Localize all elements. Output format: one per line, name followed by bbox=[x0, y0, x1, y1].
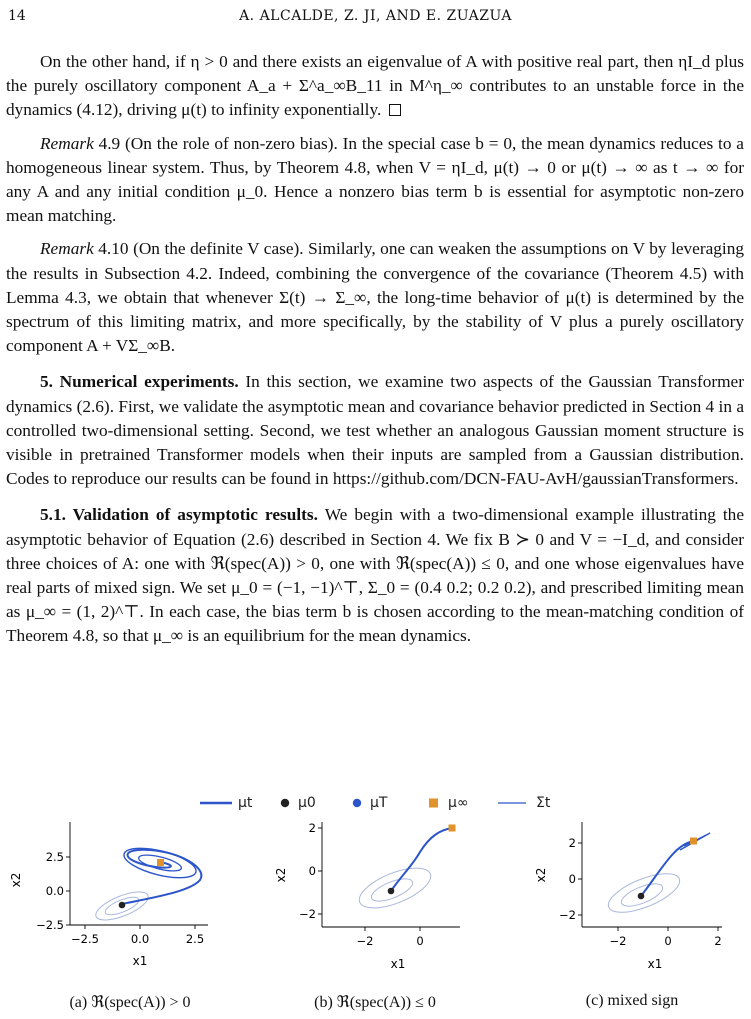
qed-icon bbox=[389, 104, 401, 116]
panel-a-ytick: −2.5 bbox=[36, 918, 64, 932]
section-5-title: 5. Numerical experiments. bbox=[40, 372, 239, 392]
page-number: 14 bbox=[8, 8, 26, 24]
panel-a-ytick: 2.5 bbox=[45, 850, 64, 864]
panel-b bbox=[274, 821, 460, 971]
panel-a-muinf-marker bbox=[157, 859, 164, 866]
legend-mu-inf: μ∞ bbox=[428, 792, 469, 814]
panel-b-ytick: 2 bbox=[308, 821, 316, 835]
panel-b-mu0-marker bbox=[388, 888, 395, 895]
panel-a bbox=[9, 822, 208, 968]
legend-sigma-t: Σt bbox=[536, 795, 551, 811]
legend-mu-t: μt bbox=[238, 795, 253, 811]
subsection-5-1-title: 5.1. Validation of asymptotic results. bbox=[40, 505, 318, 525]
figure-panels bbox=[0, 815, 751, 985]
remark-4-9: Remark 4.9 (On the role of non-zero bias). In the special case b = 0, the mean dynamics reduces to a homogeneous linear system. Thus, by Theorem 4.8, when V = ηI_d, μ(t) → 0 or μ(t) → ∞ as t → ∞ for any A and any initial condition μ_0. Hence a nonzero bias term b is essential for asymptotic non-zero mean matching. bbox=[6, 133, 744, 226]
panel-a-xlabel: x1 bbox=[132, 954, 148, 968]
panel-b-xtick: 0 bbox=[416, 934, 424, 948]
legend-mu-0: μ0 bbox=[280, 792, 316, 814]
panel-a-xtick: 0.0 bbox=[130, 932, 150, 946]
subsection-5-1: 5.1. Validation of asymptotic results. We begin with a two-dimensional example illustrating the asymptotic behavior of Equation (2.6) described in Section 4. We fix B ≻ 0 and V = −I_d, and consider three choices of A: one with ℜ(spec(A)) > 0, one with ℜ(spec(A)) ≤ 0, and one whose eigenvalues have real parts of mixed sign. We set μ_0 = (−1, −1)^⊤, Σ_0 = (0.4 0.2; 0.2 0.2), and prescribed limiting mean as μ_∞ = (1, 2)^⊤. In each case, the bias term b is chosen according to the mean-matching condition of Theorem 4.8, so that μ_∞ is an equilibrium for the mean dynamics. bbox=[6, 505, 744, 646]
page-header bbox=[8, 8, 743, 30]
panel-c-xtick: 2 bbox=[714, 934, 722, 948]
section-5: 5. Numerical experiments. In this section, we examine two aspects of the Gaussian Transformer dynamics (2.6). First, we validate the asymptotic mean and covariance behavior predicted in Section 4 in a controlled two-dimensional setting. Second, we test whether an analogous Gaussian moment structure is visible in pretrained Transformer models when their inputs are sampled from a Gaussian distribution. Codes to reproduce our results can be found in https://github.com/DCN-FAU-AvH/gaussianTransformers. bbox=[6, 372, 744, 489]
panel-c-ytick: −2 bbox=[559, 908, 576, 922]
caption-b: (b) ℜ(spec(A)) ≤ 0 bbox=[314, 994, 436, 1011]
running-head: A. ALCALDE, Z. JI, AND E. ZUAZUA bbox=[239, 8, 512, 24]
panel-c bbox=[534, 822, 722, 971]
panel-b-xtick: −2 bbox=[356, 934, 374, 948]
panel-a-ytick: 0.0 bbox=[45, 884, 64, 898]
panel-a-xtick: 2.5 bbox=[185, 932, 205, 946]
remark-4-10: Remark 4.10 (On the definite V case). Similarly, one can weaken the assumptions on V by leveraging the results in Subsection 4.2. Indeed, combining the convergence of the covariance (Theorem 4.5) with Lemma 4.3, we obtain that whenever Σ(t) → Σ_∞, the long-time behavior of μ(t) is determined by the spectrum of this limiting matrix, and more specifically, by the stability of V plus a purely oscillatory component A + VΣ_∞B. bbox=[6, 239, 744, 356]
caption-c: (c) mixed sign bbox=[585, 992, 679, 1009]
panel-c-mu0-marker bbox=[638, 893, 645, 900]
panel-c-muinf-marker bbox=[690, 838, 697, 845]
panel-c-xlabel: x1 bbox=[647, 957, 663, 971]
panel-c-xtick: 0 bbox=[664, 934, 672, 948]
panel-b-ytick: 0 bbox=[308, 864, 316, 878]
body-text bbox=[6, 50, 744, 658]
panel-a-xtick: −2.5 bbox=[71, 932, 99, 946]
figure-legend bbox=[195, 792, 575, 814]
paragraph-1: On the other hand, if η > 0 and there exists an eigenvalue of A with positive real part, then ηI_d plus the purely oscillatory component A_a + Σ^a_∞B_11 in M^η_∞ contributes to an unstable force in the dynamics (4.12), driving μ(t) to infinity exponentially. bbox=[6, 52, 744, 120]
panel-c-ytick: 2 bbox=[568, 836, 576, 850]
caption-a: (a) ℜ(spec(A)) > 0 bbox=[69, 994, 191, 1011]
panel-b-ytick: −2 bbox=[299, 907, 316, 921]
panel-c-ylabel: x2 bbox=[534, 867, 548, 883]
panel-b-ylabel: x2 bbox=[274, 867, 288, 883]
panel-b-xlabel: x1 bbox=[390, 957, 406, 971]
panel-b-muinf-marker bbox=[449, 825, 456, 832]
panel-a-ylabel: x2 bbox=[9, 872, 23, 888]
panel-c-xtick: −2 bbox=[609, 934, 627, 948]
panel-c-ytick: 0 bbox=[568, 872, 576, 886]
panel-a-mu0-marker bbox=[119, 902, 126, 909]
legend-mu-T: μT bbox=[352, 792, 387, 814]
